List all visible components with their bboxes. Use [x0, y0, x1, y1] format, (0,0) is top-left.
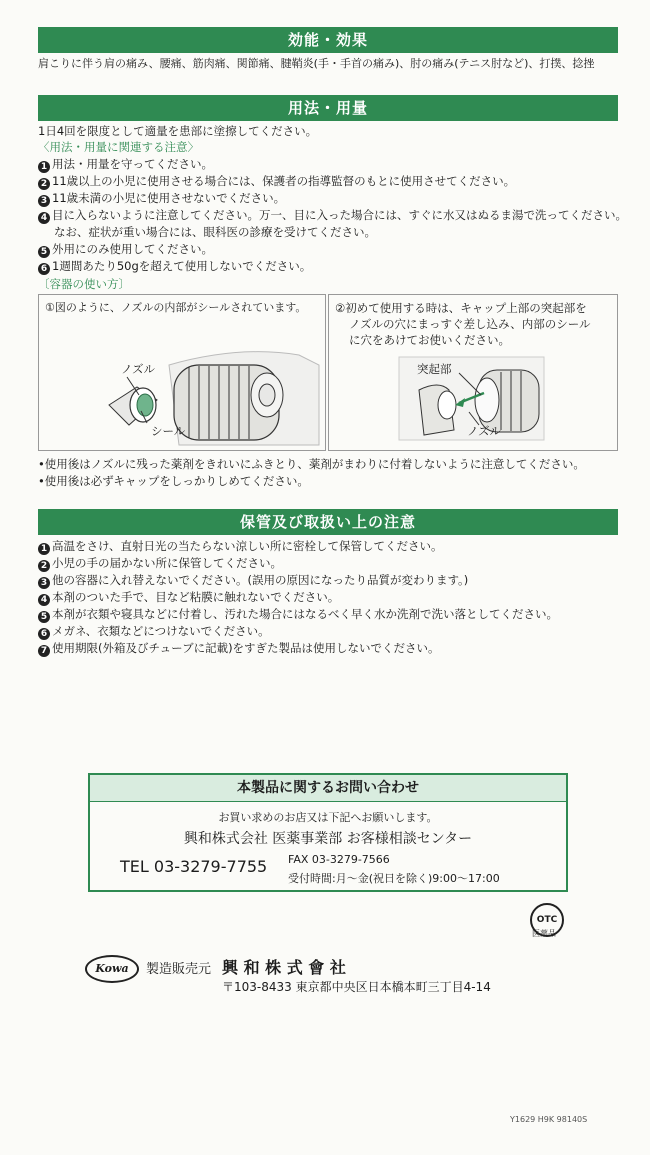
usage-intro: 1日4回を限度として適量を患部に塗擦してください。: [38, 124, 318, 138]
otc-badge-icon: OTC: [530, 903, 564, 937]
otc-label: 医薬品: [532, 929, 556, 938]
note-text: 1週間あたり50gを超えて使用しないでください。: [52, 259, 312, 273]
container-instruction-box-1: [38, 294, 326, 451]
usage-note-continuation: なお、症状が重い場合には、眼科医の診療を受けてください。: [54, 225, 376, 239]
section-effects-header: 効能・効果: [38, 27, 618, 53]
usage-note: [38, 258, 628, 275]
company-address: 〒103-8433 東京都中央区日本橋本町三丁目4-14: [222, 980, 491, 994]
box2-line-2: ノズルの穴にまっすぐ差し込み、内部のシール: [349, 317, 591, 331]
usage-note: [38, 190, 628, 207]
storage-item: [38, 555, 628, 572]
contact-line-2: 興和株式会社 医薬事業部 お客様相談センター: [183, 831, 473, 847]
number-badge: 6: [38, 263, 50, 275]
number-badge: 7: [38, 645, 50, 657]
usage-note: [38, 207, 628, 224]
contact-box: [88, 773, 568, 892]
storage-item: [38, 623, 628, 640]
after-use-note-2: •使用後は必ずキャップをしっかりしめてください。: [38, 474, 309, 488]
number-badge: 1: [38, 543, 50, 555]
number-badge: 5: [38, 246, 50, 258]
number-badge: 6: [38, 628, 50, 640]
company-name: 興 和 株 式 會 社: [222, 958, 346, 977]
seal-label: シール: [151, 424, 186, 438]
note-text: 目に入らないように注意してください。万一、目に入った場合には、すぐに水又はぬるま湯で洗ってください。: [52, 208, 627, 222]
section-usage-header: 用法・用量: [38, 95, 618, 121]
note-text: 11歳未満の小児に使用させないでください。: [52, 191, 286, 205]
storage-item: [38, 640, 628, 657]
contact-title: 本製品に関するお問い合わせ: [90, 775, 566, 802]
box1-text: ①図のように、ノズルの内部がシールされています。: [45, 301, 307, 314]
number-badge: 2: [38, 178, 50, 190]
contact-fax: FAX 03-3279-7566: [288, 853, 390, 866]
effects-text: 肩こりに伴う肩の痛み、腰痛、筋肉痛、関節痛、腱鞘炎(手・手首の痛み)、肘の痛み(テニス肘など)、打撲、捻挫: [38, 57, 595, 70]
note-text: 11歳以上の小児に使用させる場合には、保護者の指導監督のもとに使用させてください。: [52, 174, 516, 188]
print-codes: Y1629 H9K 98140S: [510, 1115, 588, 1124]
section-storage-header: 保管及び取扱い上の注意: [38, 509, 618, 535]
contact-line-1: お買い求めのお店又は下記へお願いします。: [218, 811, 438, 824]
storage-item: [38, 589, 628, 606]
storage-item-text: メガネ、衣類などにつけないでください。: [52, 624, 270, 638]
box2-line-1: ②初めて使用する時は、キャップ上部の突起部を: [335, 301, 587, 315]
storage-item-text: 高温をさけ、直射日光の当たらない涼しい所に密栓して保管してください。: [52, 539, 443, 553]
usage-notes-heading: 〈用法・用量に関連する注意〉: [38, 140, 199, 154]
number-badge: 2: [38, 560, 50, 572]
storage-item-text: 他の容器に入れ替えないでください。(誤用の原因になったり品質が変わります。): [52, 573, 469, 587]
storage-item-text: 小児の手の届かない所に保管してください。: [52, 556, 282, 570]
usage-note: [38, 241, 628, 258]
after-use-note-1: •使用後はノズルに残った薬剤をきれいにふきとり、薬剤がまわりに付着しないように注意してください。: [38, 457, 585, 471]
note-text: 用法・用量を守ってください。: [52, 157, 213, 171]
kowa-logo: Kowa: [85, 955, 139, 983]
protrusion-label: 突起部: [417, 362, 452, 376]
usage-note: [38, 156, 628, 173]
usage-note: [38, 173, 628, 190]
container-instruction-box-2: [328, 294, 618, 451]
nozzle-label: ノズル: [467, 424, 502, 438]
contact-tel: TEL 03-3279-7755: [120, 857, 268, 876]
maker-label: 製造販売元: [146, 962, 212, 977]
number-badge: 4: [38, 594, 50, 606]
storage-item-text: 使用期限(外箱及びチューブに記載)をすぎた製品は使用しないでください。: [52, 641, 440, 655]
container-usage-heading: 〔容器の使い方〕: [38, 277, 130, 291]
number-badge: 5: [38, 611, 50, 623]
storage-item: [38, 572, 628, 589]
note-text: 外用にのみ使用してください。: [52, 242, 213, 256]
contact-hours: 受付時間:月～金(祝日を除く)9:00～17:00: [288, 872, 500, 885]
storage-item-text: 本剤のついた手で、目など粘膜に触れないでください。: [52, 590, 340, 604]
nozzle-label: ノズル: [121, 362, 156, 376]
box2-line-3: に穴をあけてお使いください。: [349, 333, 510, 347]
number-badge: 4: [38, 212, 50, 224]
number-badge: 3: [38, 577, 50, 589]
storage-item: [38, 606, 628, 623]
storage-item-text: 本剤が衣類や寝具などに付着し、汚れた場合にはなるべく早く水か洗剤で洗い落としてください。: [52, 607, 558, 621]
number-badge: 3: [38, 195, 50, 207]
number-badge: 1: [38, 161, 50, 173]
storage-item: [38, 538, 628, 555]
